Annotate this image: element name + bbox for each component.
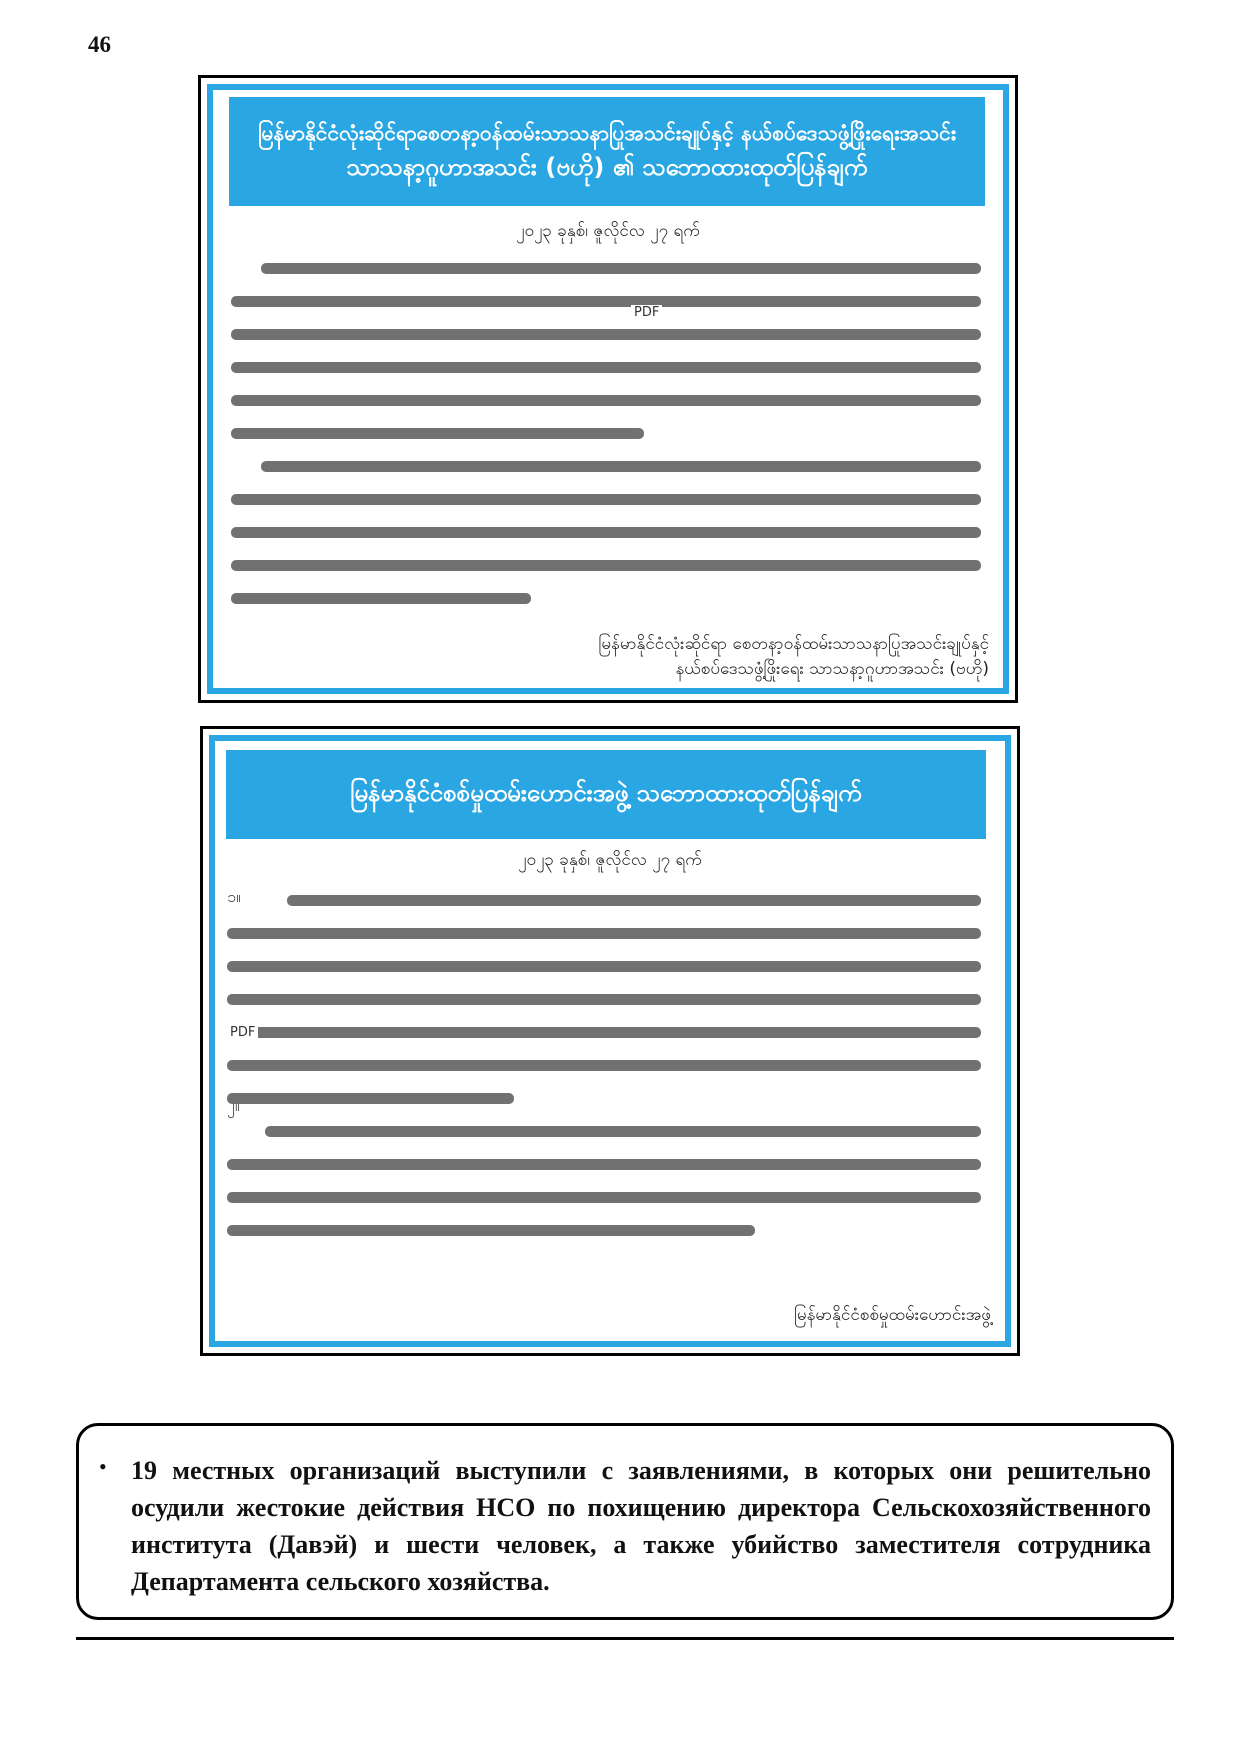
statement-clipping-2 (200, 726, 1020, 1356)
statement-2-para-1-number: ၁။ (227, 887, 241, 906)
statement-1-signature (598, 633, 989, 683)
statement-2-pdf-mention: PDF (227, 1025, 258, 1040)
statement-2-body (227, 895, 981, 1258)
statement-2-banner: မြန်မာနိုင်ငံစစ်မှုထမ်းဟောင်းအဖွဲ့ သဘောထားထုတ်ပြန်ချက် (226, 750, 986, 839)
summary-text: 19 местных организаций выступили с заявлениями, в которых они решительно осудили жестокие действия НСО по похищению директора Сельскохозяйственного института (Давэй) и шести человек, а также убийство заместителя сотрудника Департамента сельского хозяйства. (131, 1456, 1151, 1596)
statement-1-banner (229, 97, 985, 206)
bottom-divider (76, 1637, 1174, 1640)
statement-1-pdf-mention: PDF (631, 305, 662, 320)
bullet-icon: • (99, 1454, 107, 1479)
statement-clipping-1 (198, 75, 1018, 703)
statement-2-para-2-number: ၂။ (227, 1096, 240, 1115)
summary-box (76, 1423, 1174, 1620)
statement-2-date: ၂၀၂၃ ခုနှစ်၊ ဇူလိုင်လ ၂၇ ရက် (518, 850, 702, 870)
statement-1-body (231, 263, 981, 626)
statement-1-date: ၂၀၂၃ ခုနှစ်၊ ဇူလိုင်လ ၂၇ ရက် (516, 221, 700, 241)
statement-1-signature-line-1: မြန်မာနိုင်ငံလုံးဆိုင်ရာ စေတနာ့ဝန်ထမ်းသာသနာပြုအသင်းချုပ်နှင့် (598, 634, 989, 654)
statement-1-signature-line-2: နယ်စပ်ဒေသဖွံ့ဖြိုးရေး သာသနာ့ဂူဟာအသင်း (ဗဟို) (675, 659, 989, 679)
statement-1-title-line-2: သာသနာ့ဂူဟာအသင်း (ဗဟို) ၏ သဘောထားထုတ်ပြန်ချက် (346, 153, 868, 182)
statement-2-signature: မြန်မာနိုင်ငံစစ်မှုထမ်းဟောင်းအဖွဲ့ (794, 1305, 991, 1325)
page-number: 46 (88, 32, 111, 57)
statement-1-title-line-1: မြန်မာနိုင်ငံလုံးဆိုင်ရာစေတနာ့ဝန်ထမ်းသာသနာပြုအသင်းချုပ်နှင့် နယ်စပ်ဒေသဖွံ့ဖြိုးရေးအသင်း (257, 120, 957, 145)
